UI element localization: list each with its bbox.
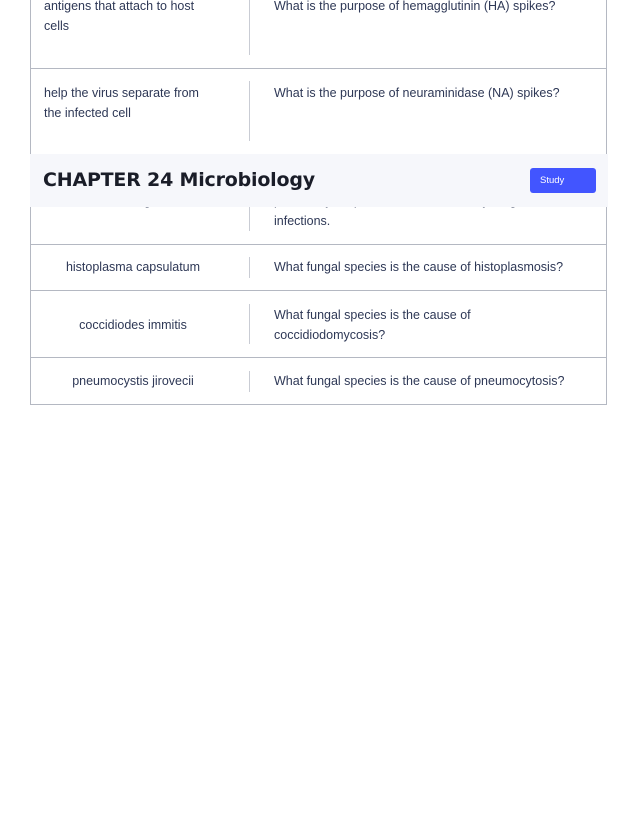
card-divider [249,0,250,55]
card-divider [249,257,250,278]
card-divider [249,304,250,344]
card-term: coccidiodes immitis [79,318,187,332]
card-definition: What fungal species is the cause of histoplasmosis? [274,260,564,274]
card-definition [274,305,594,345]
page-title: CHAPTER 24 Microbiology [43,169,315,191]
card-term-line: the infected cell [44,106,131,120]
flashcard-row[interactable] [30,358,607,405]
card-term [44,0,194,36]
card-definition-text: coccidiodomycosis? [274,328,386,342]
flashcard-row[interactable] [30,291,607,358]
chapter-header [30,154,608,207]
card-term-line: help the virus separate from [44,86,199,100]
card-divider [249,371,250,392]
card-term-line: cells [44,19,70,33]
flashcard-row[interactable] [30,0,607,69]
card-definition-text: What fungal species is the cause of [274,308,471,322]
card-divider [249,81,250,141]
card-term: pneumocystis jirovecii [72,374,194,388]
card-definition: What is the purpose of neuraminidase (NA) spikes? [274,86,560,100]
card-term: histoplasma capsulatum [65,260,201,274]
card-term-line: antigens that attach to host [44,0,195,13]
card-definition: What is the purpose of hemagglutinin (HA) spikes? [274,0,556,13]
card-definition: What fungal species is the cause of pneumocytosis? [274,374,565,388]
study-button[interactable]: Study [530,168,596,193]
flashcard-row[interactable] [30,245,607,291]
flashcard-row[interactable] [30,69,607,155]
card-definition-text: infections. [274,214,331,228]
card-term [44,83,199,123]
